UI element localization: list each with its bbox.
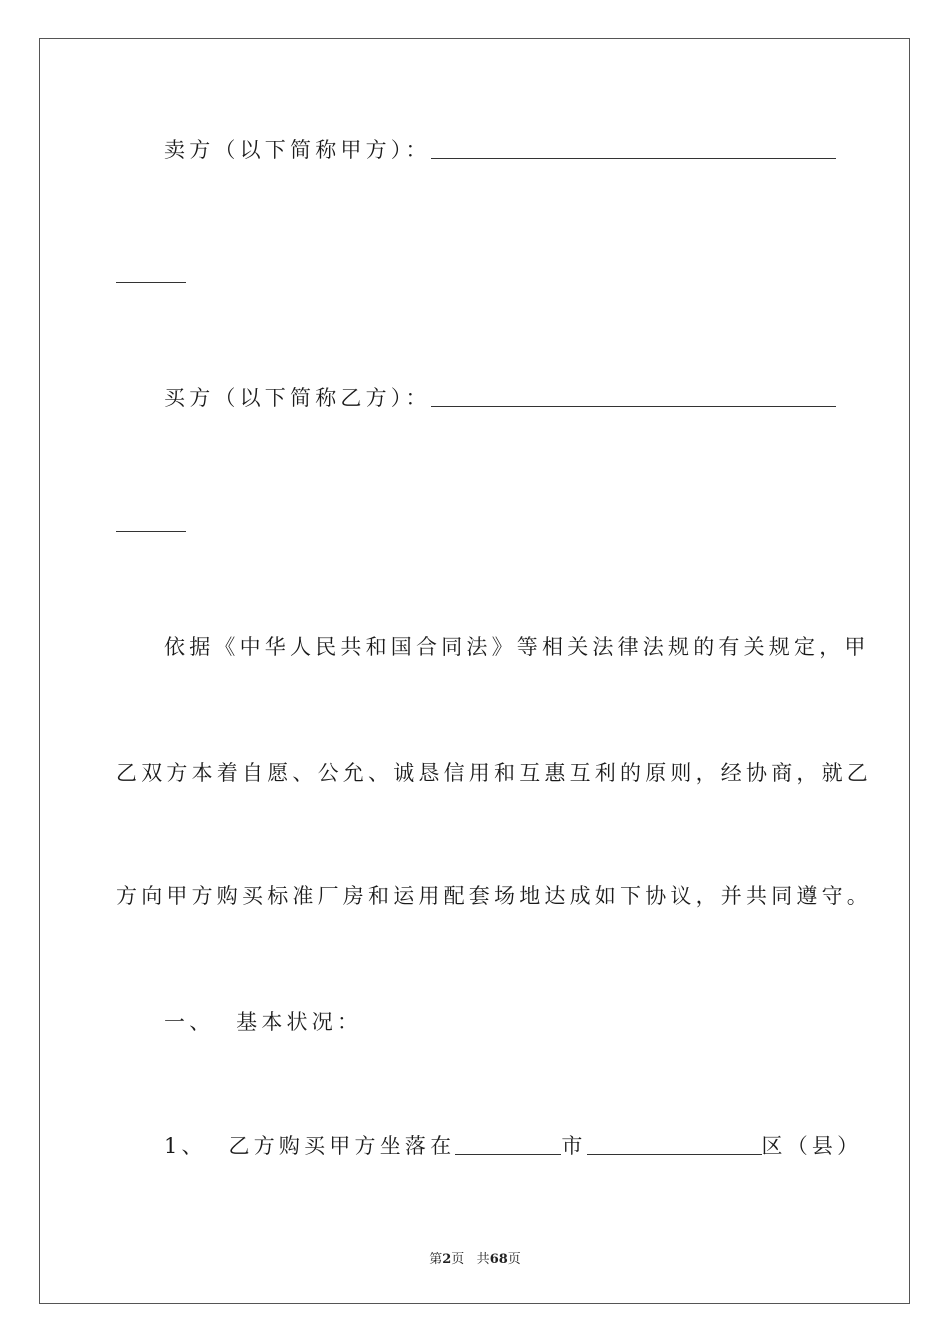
footer-page-number: 2 (442, 1252, 452, 1267)
footer-total-suffix: 页 (507, 1252, 521, 1267)
item-1-prefix: 1、 乙方购买甲方坐落在 (164, 1134, 456, 1158)
buyer-name-blank-continued[interactable] (116, 531, 186, 532)
footer-total-prefix: 共 (476, 1252, 490, 1267)
section-1-heading: 一、 基本状况： (164, 1010, 363, 1034)
buyer-line (164, 388, 836, 409)
footer-page-suffix: 页 (451, 1252, 465, 1267)
paragraph-1-line-2: 乙双方本着自愿、公允、诚恳信用和互惠互利的原则，经协商，就乙 (116, 761, 872, 785)
footer-total-pages: 68 (489, 1252, 508, 1267)
footer-page-prefix: 第 (429, 1252, 443, 1267)
seller-name-blank[interactable] (431, 157, 836, 159)
district-blank[interactable] (587, 1153, 762, 1155)
paragraph-1-line-3: 方向甲方购买标准厂房和运用配套场地达成如下协议，并共同遵守。 (116, 884, 872, 908)
city-label: 市 (561, 1134, 587, 1158)
seller-line (164, 140, 836, 161)
buyer-name-blank[interactable] (431, 405, 836, 407)
seller-label: 卖方（以下简称甲方）： (164, 138, 431, 162)
buyer-label: 买方（以下简称乙方）： (164, 386, 431, 410)
seller-name-blank-continued[interactable] (116, 282, 186, 283)
paragraph-1-line-1: 依据《中华人民共和国合同法》等相关法律法规的有关规定，甲 (164, 635, 870, 659)
item-1-line (164, 1136, 862, 1157)
page-frame (39, 38, 910, 1304)
district-label: 区（县） (761, 1134, 863, 1158)
city-blank[interactable] (455, 1153, 561, 1155)
page-footer (0, 1248, 950, 1267)
